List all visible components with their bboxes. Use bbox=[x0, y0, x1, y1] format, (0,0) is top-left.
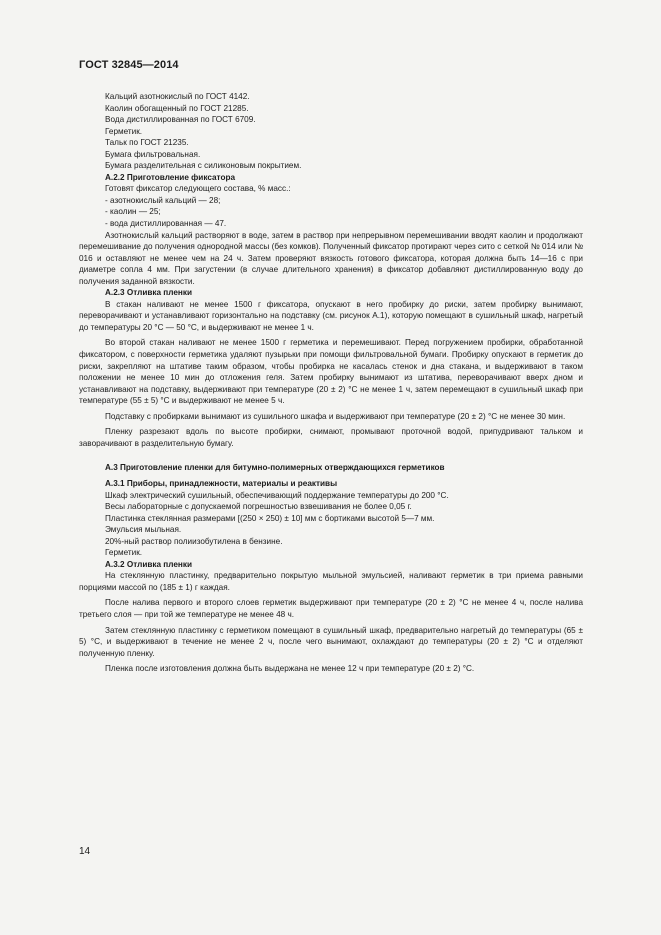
equipment-item: Весы лабораторные с допускаемой погрешностью взвешивания не более 0,05 г. bbox=[105, 502, 412, 512]
paragraph: В стакан наливают не менее 1500 г фиксатора, опускают в него пробирку до риски, затем пробирку вынимают, переворачивают и устанавливают горизонтально на подставку (см. рисунок А.1), которую помещают в сушильный шкаф, нагретый до температуры 20 °C — 50 °C, и выдерживают не менее 1 ч. bbox=[79, 299, 583, 332]
material-item: Вода дистиллированная по ГОСТ 6709. bbox=[105, 115, 256, 125]
composition-item: - каолин — 25; bbox=[105, 207, 161, 217]
equipment-item: Шкаф электрический сушильный, обеспечивающий поддержание температуры до 200 °C. bbox=[105, 490, 449, 500]
paragraph: Затем стеклянную пластинку с герметиком помещают в сушильный шкаф, предварительно нагретый до температуры (65 ± 5) °C, и выдерживают в течение не менее 2 ч, после чего вынимают, охлаждают до температуры (20 ± 2) °C и отделяют полученную пленку. bbox=[79, 625, 583, 658]
equipment-item: Герметик. bbox=[105, 548, 143, 558]
material-item: Бумага разделительная с силиконовым покрытием. bbox=[105, 161, 302, 171]
paragraph: На стеклянную пластинку, предварительно покрытую мыльной эмульсией, наливают герметик в три приема равными порциями массой по (185 ± 1) г каждая. bbox=[79, 571, 583, 592]
paragraph: Во второй стакан наливают не менее 1500 г герметика и перемешивают. Перед погружением пробирки, обработанной фиксатором, с поверхности герметика удаляют пузырьки при помощи фильтровальной бумаги. Пробирку опускают в герметик до риски, закрепляют на штативе таким образом, чтобы пробирка не касалась стенок и дна стакана, и выдерживают в таком положении не менее 10 мин до отложения геля. Затем пробирку вынимают из штатива, переворачивают вверх дном и устанавливают на подставку, выдерживают при температуре (20 ± 2) °C не менее 1 ч, затем перемещают в сушильный шкаф при температуре (55 ± 5) °C и выдерживают не менее 5 ч. bbox=[79, 338, 583, 406]
material-item: Каолин обогащенный по ГОСТ 21285. bbox=[105, 103, 249, 113]
composition-item: - вода дистиллированная — 47. bbox=[105, 219, 227, 229]
material-item: Кальций азотнокислый по ГОСТ 4142. bbox=[105, 92, 250, 101]
equipment-item: Пластинка стеклянная размерами [(250 × 250) ± 10] мм с бортиками высотой 5—7 мм. bbox=[105, 513, 435, 523]
page-number: 14 bbox=[79, 846, 91, 857]
section-heading-a32: А.3.2 Отливка пленки bbox=[105, 559, 192, 569]
page-body bbox=[79, 91, 583, 675]
paragraph: Азотнокислый кальций растворяют в воде, затем в раствор при непрерывном перемешивании вводят каолин и продолжают перемешивание до получения однородной массы (без комков). Полученный фиксатор протирают через сито с сеткой № 014 или № 016 и оставляют не менее чем на 24 ч. Затем проверяют вязкость готового фиксатора, которая должна быть 14—16 с при диаметре сопла 4 мм. При загустении (в случае длительного хранения) в фиксатор добавляют дистиллированную воду до получения заданной вязкости. bbox=[79, 230, 583, 286]
material-item: Герметик. bbox=[105, 126, 143, 136]
section-heading-a23: А.2.3 Отливка пленки bbox=[105, 288, 192, 298]
equipment-item: Эмульсия мыльная. bbox=[105, 525, 182, 535]
equipment-item: 20%-ный раствор полиизобутилена в бензине. bbox=[105, 536, 283, 546]
material-item: Бумага фильтровальная. bbox=[105, 149, 201, 159]
section-heading-a3: А.3 Приготовление пленки для битумно-полимерных отверждающихся герметиков bbox=[105, 463, 445, 473]
material-item: Тальк по ГОСТ 21235. bbox=[105, 138, 189, 148]
paragraph: Пленку разрезают вдоль по высоте пробирки, снимают, промывают проточной водой, припудривают тальком и заворачивают в разделительную бумагу. bbox=[79, 427, 583, 448]
paragraph: Подставку с пробирками вынимают из сушильного шкафа и выдерживают при температуре (20 ± 2) °C не менее 30 мин. bbox=[105, 411, 566, 421]
paragraph: После налива первого и второго слоев герметик выдерживают при температуре (20 ± 2) °C не менее 4 ч, после налива третьего слоя — при той же температуре не менее 48 ч. bbox=[79, 598, 583, 619]
document-header: ГОСТ 32845—2014 bbox=[79, 59, 179, 71]
section-heading-a22: А.2.2 Приготовление фиксатора bbox=[105, 172, 235, 182]
section-heading-a31: А.3.1 Приборы, принадлежности, материалы и реактивы bbox=[105, 478, 338, 488]
composition-intro: Готовят фиксатор следующего состава, % масс.: bbox=[105, 184, 291, 194]
paragraph: Пленка после изготовления должна быть выдержана не менее 12 ч при температуре (20 ± 2) °C. bbox=[105, 664, 475, 674]
composition-item: - азотнокислый кальций — 28; bbox=[105, 195, 221, 205]
